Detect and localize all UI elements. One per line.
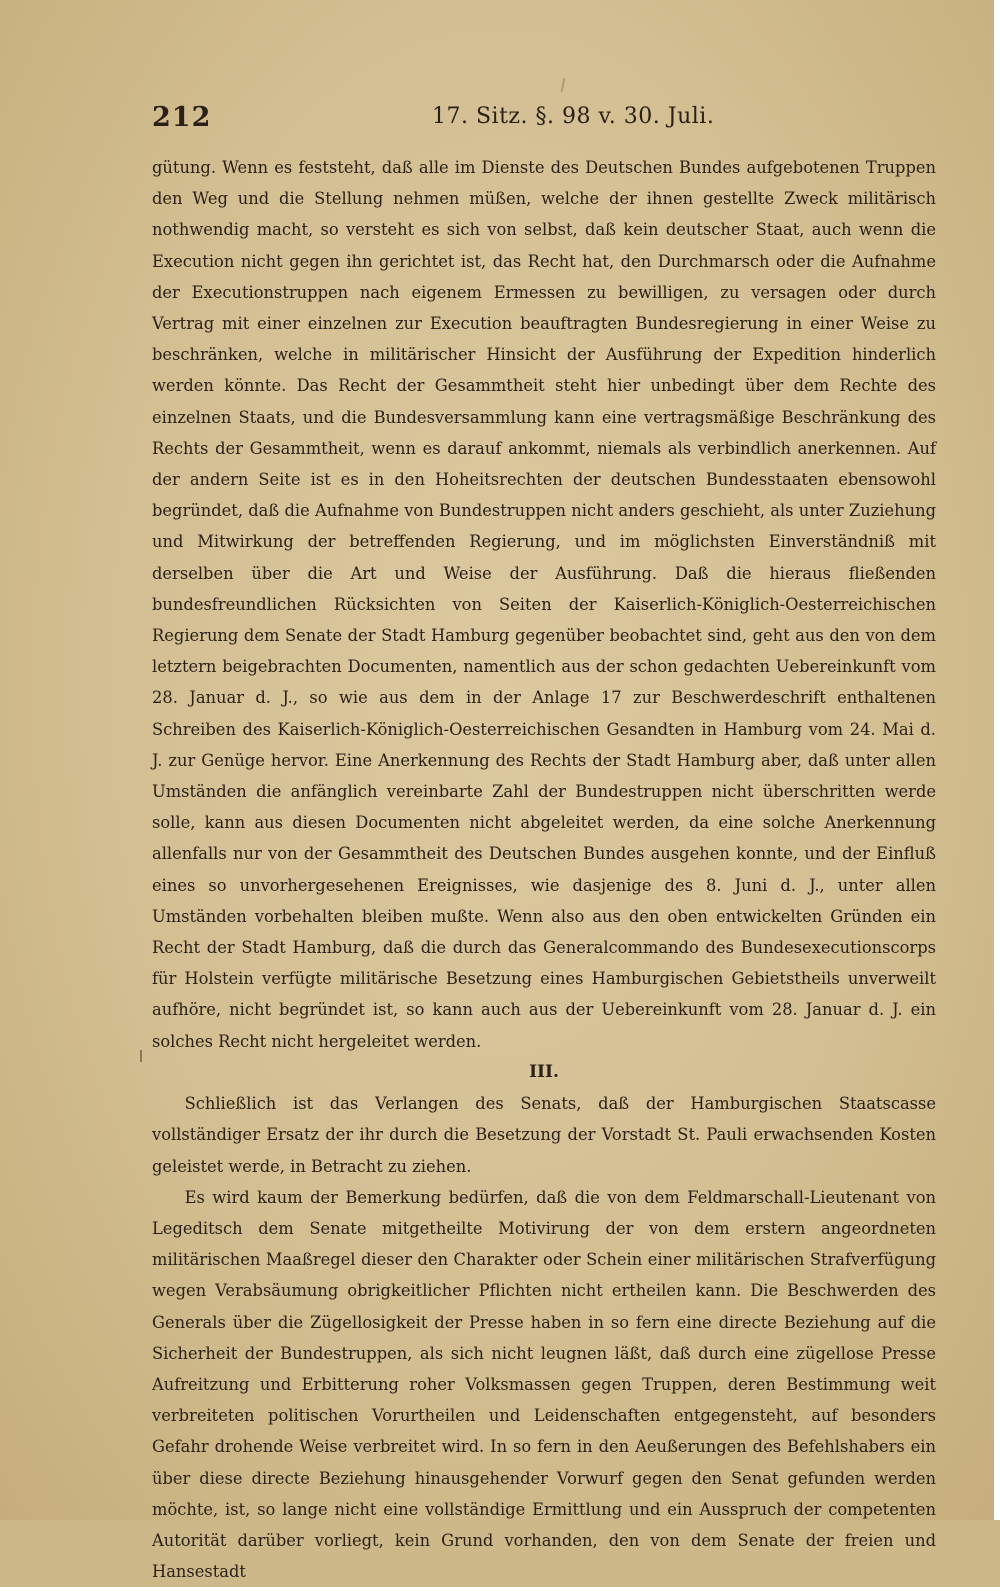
page-number: 212: [152, 102, 212, 133]
paragraph-remark: Es wird kaum der Bemerkung bedürfen, daß die von dem Feldmarschall-Lieutenant von Legeditsch dem Senate mitgetheilte Motivirung der von dem erstern angeordneten militärischen Maaßregel dieser den Charakter oder Schein einer militärischen Strafverfügung wegen Verabsäumung obrigkeitlicher Pflichten nicht ertheilen kann. Die Beschwerden des Generals über die Zügellosigkeit der Presse haben in so fern eine directe Beziehung auf die Sicherheit der Bundestruppen, als sich nicht leugnen läßt, daß durch eine zügellose Presse Aufreitzung und Erbitterung roher Volksmassen gegen Truppen, deren Bestimmung weit verbreiteten politischen Vorurtheilen und Leidenschaften entgegensteht, auf besonders Gefahr drohende Weise verbreitet wird. In so fern in den Aeußerungen des Befehlshabers ein über diese directe Beziehung hinausgehender Vorwurf gegen den Senat gefunden werden möchte, ist, so lange nicht eine vollständige Ermittlung und ein Ausspruch der competenten Autorität darüber vorliegt, kein Grund vorhanden, den von dem Senate der freien und Hansestadt: [152, 1187, 936, 1582]
paragraph-senate-demand: Schließlich ist das Verlangen des Senats, daß der Hamburgischen Staatscasse vollständiger Ersatz der ihr durch die Besetzung der Vorstadt St. Pauli erwachsenden Kosten geleistet werde, in Betracht zu ziehen.: [152, 1094, 936, 1176]
section-heading: III.: [529, 1061, 559, 1082]
margin-mark: [140, 1050, 142, 1062]
page-header: [152, 100, 936, 144]
stray-mark: [561, 78, 566, 92]
running-head: 17. Sitz. §. 98 v. 30. Juli.: [432, 104, 715, 129]
body-text: [152, 152, 936, 1587]
paragraph-continuation: gütung. Wenn es feststeht, daß alle im Dienste des Deutschen Bundes aufgebotenen Truppen den Weg und die Stellung nehmen müßen, welche der ihnen gestellte Zweck militärisch nothwendig macht, so versteht es sich von selbst, daß kein deutscher Staat, auch wenn die Execution nicht gegen ihn gerichtet ist, das Recht hat, den Durchmarsch oder die Aufnahme der Executionstruppen nach eigenem Ermessen zu bewilligen, zu versagen oder durch Vertrag mit einer einzelnen zur Execution beauftragten Bundesregierung in einer Weise zu beschränken, welche in militärischer Hinsicht der Ausführung der Expedition hinderlich werden könnte. Das Recht der Gesammtheit steht hier unbedingt über dem Rechte des einzelnen Staats, und die Bundesversammlung kann eine vertragsmäßige Beschränkung des Rechts der Gesammtheit, wenn es darauf ankommt, niemals als verbindlich anerkennen. Auf der andern Seite ist es in den Hoheitsrechten der deutschen Bundesstaaten ebensowohl begründet, daß die Aufnahme von Bundestruppen nicht anders geschieht, als unter Zuziehung und Mitwirkung der betreffenden Regierung, und im möglichsten Einverständniß mit derselben über die Art und Weise der Ausführung. Daß die hieraus fließenden bundesfreundlichen Rücksichten von Seiten der Kaiserlich-Königlich-Oesterreichischen Regierung dem Senate der Stadt Hamburg gegenüber beobachtet sind, geht aus den von dem letztern beigebrachten Documenten, namentlich aus der schon gedachten Uebereinkunft vom 28. Januar d. J., so wie aus dem in der Anlage 17 zur Beschwerdeschrift enthaltenen Schreiben des Kaiserlich-Königlich-Oesterreichischen Gesandten in Hamburg vom 24. Mai d. J. zur Genüge hervor. Eine Anerkennung des Rechts der Stadt Hamburg aber, daß unter allen Umständen die anfänglich vereinbarte Zahl der Bundestruppen nicht überschritten werde solle, kann aus diesen Documenten nicht abgeleitet werden, da eine solche Anerkennung allenfalls nur von der Gesammtheit des Deutschen Bundes ausgehen konnte, und der Einfluß eines so unvorhergesehenen Ereignisses, wie dasjenige des 8. Juni d. J., unter allen Umständen vorbehalten bleiben mußte. Wenn also aus den oben entwickelten Gründen ein Recht der Stadt Hamburg, daß die durch das Generalcommando des Bundesexecutionscorps für Holstein verfügte militärische Besetzung eines Hamburgischen Gebietstheils unverweilt aufhöre, nicht begründet ist, so kann auch aus der Uebereinkunft vom 28. Januar d. J. ein solches Recht nicht hergeleitet werden.: [152, 158, 936, 1051]
page-edge: [994, 0, 1000, 1520]
